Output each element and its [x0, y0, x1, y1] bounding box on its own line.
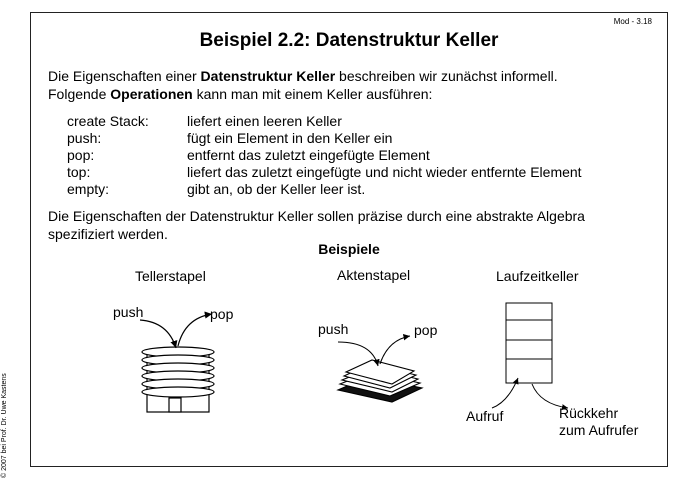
plate-coils [142, 347, 214, 397]
runtime-stack-title: Laufzeitkeller [496, 268, 579, 284]
copyright-note: © 2007 bei Prof. Dr. Uwe Kastens [1, 373, 8, 478]
file-stack-illustration [338, 336, 422, 402]
runtime-return-arrow [532, 384, 568, 408]
slide-title: Beispiel 2.2: Datenstruktur Keller [199, 30, 499, 51]
examples-heading: Beispiele [318, 241, 380, 257]
plate-push-arrow [140, 320, 176, 348]
plate-pop-arrow [178, 314, 212, 346]
operation-row: top: liefert das zuletzt eingefügte und nicht wieder entfernte Element [67, 164, 582, 180]
file-push-label: push [318, 321, 349, 337]
plate-stack-illustration [140, 314, 214, 412]
plate-pop-label: pop [210, 306, 234, 322]
file-pop-arrow [380, 336, 410, 364]
file-stack-title: Aktenstapel [337, 267, 411, 283]
term-datenstruktur-keller: Datenstruktur Keller [200, 68, 336, 84]
runtime-stack-illustration [492, 303, 568, 408]
intro-line-2: Folgende Operationen kann man mit einem Keller ausführen: [48, 86, 433, 102]
plate-stack-title: Tellerstapel [135, 268, 206, 284]
operation-row: pop: entfernt das zuletzt eingefügte Element [67, 147, 430, 163]
runtime-return-label-2: zum Aufrufer [559, 422, 639, 438]
runtime-return-label-1: Rückkehr [559, 405, 619, 421]
term-operationen: Operationen [110, 86, 193, 102]
plate-push-label: push [113, 304, 144, 320]
page-number: Mod - 3.18 [613, 17, 652, 26]
file-pop-label: pop [414, 322, 438, 338]
operation-row: create Stack: liefert einen leeren Keller [67, 113, 342, 129]
operation-row: empty: gibt an, ob der Keller leer ist. [67, 181, 366, 197]
intro-line-1: Die Eigenschaften einer Datenstruktur Keller beschreiben wir zunächst informell. [48, 68, 558, 84]
algebra-paragraph: Die Eigenschaften der Datenstruktur Keller sollen präzise durch eine abstrakte Algebra spezifiziert werden. [48, 208, 585, 242]
runtime-call-label: Aufruf [466, 408, 504, 424]
operation-row: push: fügt ein Element in den Keller ein [67, 130, 393, 146]
